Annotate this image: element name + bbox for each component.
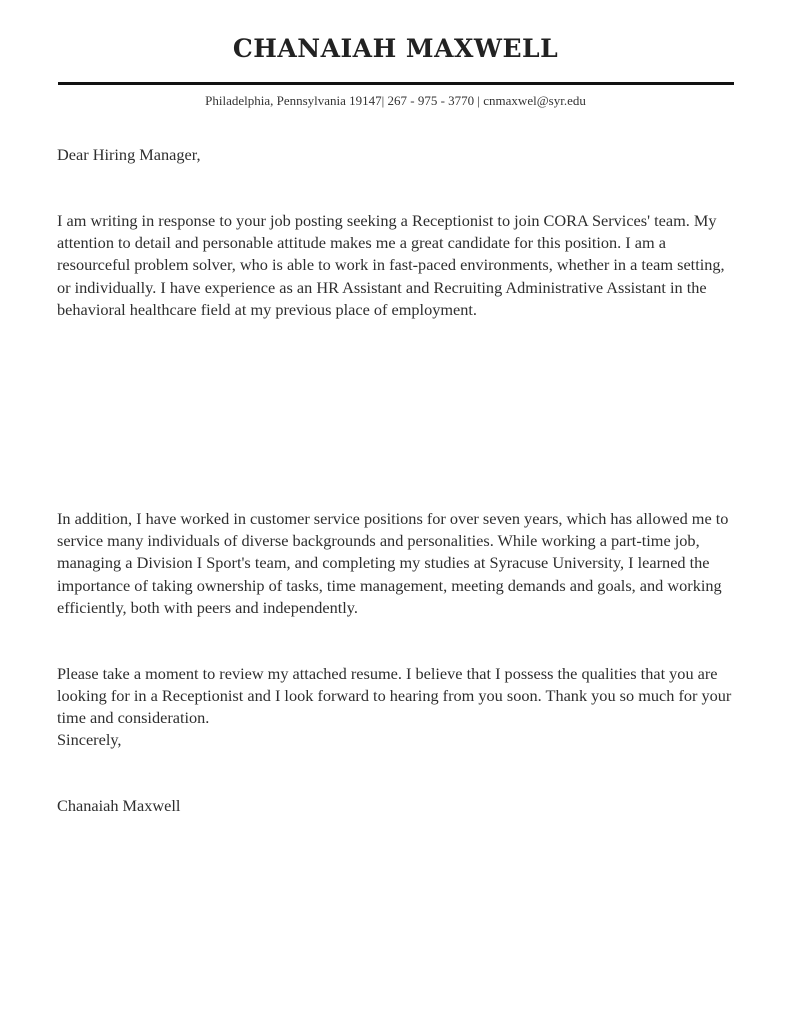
closing-line: Sincerely, <box>57 730 122 749</box>
salutation: Dear Hiring Manager, <box>57 145 201 164</box>
body-paragraph-closing: Please take a moment to review my attached resume. I believe that I possess the qualities that you are looking for in a Receptionist and I look forward to hearing from you soon. Thank you so much for your time and consideration. <box>57 664 732 728</box>
signature-name: Chanaiah Maxwell <box>57 796 181 815</box>
applicant-name-heading: CHANAIAH MAXWELL <box>232 34 559 63</box>
contact-info-line: Philadelphia, Pennsylvania 19147| 267 - 975 - 3770 | cnmaxwel@syr.edu <box>205 93 586 108</box>
body-paragraph-experience: In addition, I have worked in customer service positions for over seven years, which has allowed me to service many individuals of diverse backgrounds and personalities. While working a part-time job, managing a Division I Sport's team, and completing my studies at Syracuse University, I learned the importance of taking ownership of tasks, time management, meeting demands and goals, and working efficiently, both with peers and independently. <box>57 509 729 617</box>
header-divider <box>58 82 734 85</box>
body-paragraph-intro: I am writing in response to your job posting seeking a Receptionist to join CORA Services' team. My attention to detail and personable attitude makes me a great candidate for this position. I am a resourceful problem solver, who is able to work in fast-paced environments, whether in a team setting, or individually. I have experience as an HR Assistant and Recruiting Administrative Assistant in the behavioral healthcare field at my previous place of employment. <box>57 211 725 319</box>
